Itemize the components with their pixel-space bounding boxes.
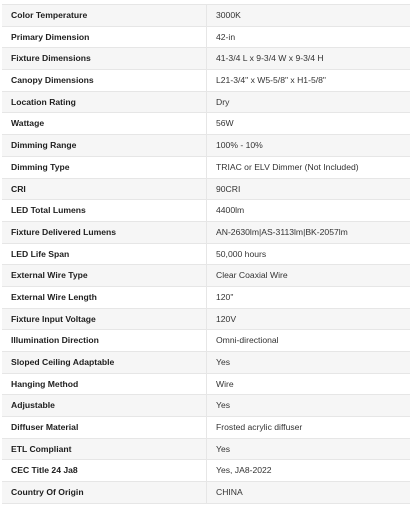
spec-value: CHINA	[216, 487, 243, 498]
spec-label: Diffuser Material	[2, 417, 207, 438]
spec-row-cec-title-24-ja8	[2, 460, 410, 482]
spec-value: AN-2630lm|AS-3113lm|BK-2057lm	[216, 226, 348, 237]
spec-row-dimming-type	[2, 157, 410, 179]
spec-row-external-wire-type	[2, 265, 410, 287]
spec-value: Omni-directional	[216, 335, 279, 346]
spec-value: L21-3/4" x W5-5/8" x H1-5/8"	[216, 75, 326, 86]
spec-label: Primary Dimension	[2, 27, 207, 48]
spec-value: Yes	[216, 357, 231, 367]
spec-label: Country Of Origin	[2, 482, 207, 503]
spec-row-external-wire-length	[2, 287, 410, 309]
spec-row-location-rating	[2, 92, 410, 114]
spec-value: Clear Coaxial Wire	[216, 270, 288, 281]
spec-value: 120V	[216, 313, 237, 324]
spec-label: Hanging Method	[2, 374, 207, 395]
spec-label: Canopy Dimensions	[2, 70, 207, 91]
spec-value: Wire	[216, 378, 234, 389]
spec-value: 56W	[216, 118, 234, 129]
spec-row-cri	[2, 179, 410, 201]
spec-value: 3000K	[216, 10, 241, 20]
spec-label: External Wire Type	[2, 265, 207, 286]
spec-label: Adjustable	[2, 395, 207, 416]
spec-value: Dry	[216, 96, 230, 107]
spec-label: Illumination Direction	[2, 330, 207, 351]
spec-label: Fixture Delivered Lumens	[2, 222, 207, 243]
spec-row-fixture-dimensions	[2, 48, 410, 70]
spec-row-wattage	[2, 113, 410, 135]
spec-label: Dimming Type	[2, 157, 207, 178]
spec-row-fixture-input-voltage	[2, 309, 410, 331]
spec-label: LED Life Span	[2, 244, 207, 265]
spec-row-fixture-delivered-lumens	[2, 222, 410, 244]
spec-label: Location Rating	[2, 92, 207, 113]
spec-table	[2, 4, 410, 504]
spec-value: 42-in	[216, 31, 236, 42]
spec-label: CEC Title 24 Ja8	[2, 460, 207, 481]
spec-label: ETL Compliant	[2, 439, 207, 460]
spec-row-adjustable	[2, 395, 410, 417]
spec-value: 50,000 hours	[216, 248, 267, 259]
spec-value: 4400lm	[216, 205, 245, 216]
spec-label: Color Temperature	[2, 5, 207, 26]
spec-value: Yes, JA8-2022	[216, 465, 272, 476]
spec-label: CRI	[2, 179, 207, 200]
spec-row-sloped-ceiling-adaptable	[2, 352, 410, 374]
spec-value: TRIAC or ELV Dimmer (Not Included)	[216, 161, 359, 172]
spec-label: Wattage	[2, 113, 207, 134]
spec-label: Fixture Input Voltage	[2, 309, 207, 330]
spec-row-canopy-dimensions	[2, 70, 410, 92]
spec-row-illumination-direction	[2, 330, 410, 352]
spec-row-etl-compliant	[2, 439, 410, 461]
spec-value: 100% - 10%	[216, 140, 263, 151]
spec-row-led-total-lumens	[2, 200, 410, 222]
spec-value: 90CRI	[216, 183, 241, 194]
spec-row-led-life-span	[2, 244, 410, 266]
spec-value: Yes	[216, 400, 231, 411]
spec-label: LED Total Lumens	[2, 200, 207, 221]
spec-value: Frosted acrylic diffuser	[216, 422, 303, 433]
spec-row-color-temperature	[2, 5, 410, 27]
spec-row-country-of-origin	[2, 482, 410, 504]
spec-row-diffuser-material	[2, 417, 410, 439]
spec-row-primary-dimension	[2, 27, 410, 49]
spec-label: Sloped Ceiling Adaptable	[2, 352, 207, 373]
spec-value: 41-3/4 L x 9-3/4 W x 9-3/4 H	[216, 53, 324, 64]
spec-value: Yes	[216, 443, 231, 454]
spec-label: External Wire Length	[2, 287, 207, 308]
spec-row-dimming-range	[2, 135, 410, 157]
spec-label: Dimming Range	[2, 135, 207, 156]
spec-value: 120"	[216, 291, 234, 302]
spec-row-hanging-method	[2, 374, 410, 396]
spec-label: Fixture Dimensions	[2, 48, 207, 69]
